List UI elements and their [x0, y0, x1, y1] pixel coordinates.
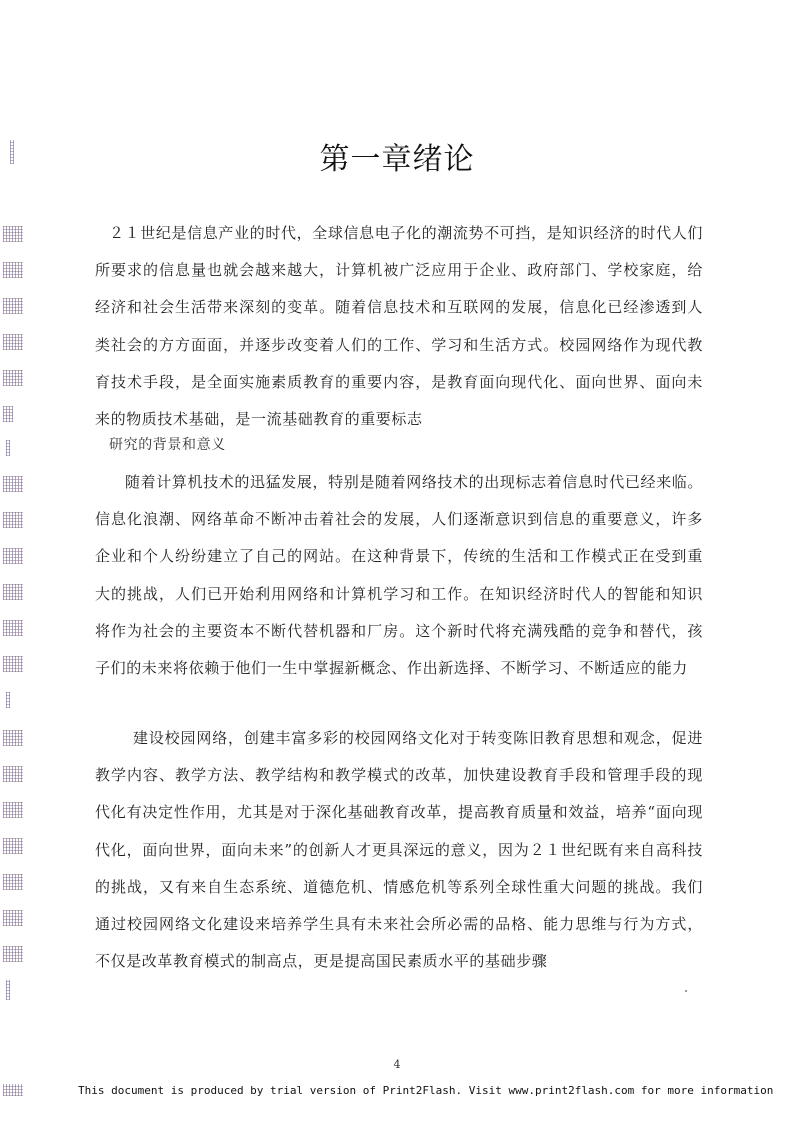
- section-heading: 研究的背景和意义: [109, 437, 226, 453]
- trial-watermark-footer: This document is produced by trial version of Print2Flash. Visit www.print2flash.com for more information: [78, 1084, 774, 1097]
- margin-artifact: [3, 656, 23, 672]
- margin-artifact: [3, 838, 23, 854]
- margin-artifact: [3, 548, 23, 564]
- chapter-title: 第一章绪论: [319, 142, 475, 177]
- paragraph-background: 随着计算机技术的迅猛发展，特别是随着网络技术的出现标志着信息时代已经来临。信息化浪潮、网络革命不断冲击着社会的发展，人们逐渐意识到信息的重要意义，许多企业和个人纷纷建立了自己的网站。在这种背景下，传统的生活和工作模式正在受到重大的挑战，人们已开始利用网络和计算机学习和工作。在知识经济时代人的智能和知识将作为社会的主要资本不断代替机器和厂房。这个新时代将充满残酷的竞争和替代，孩子们的未来将依赖于他们一生中掌握新概念、作出新选择、不断学习、不断适应的能力: [95, 473, 703, 678]
- margin-artifact: [3, 370, 23, 386]
- margin-artifact: [3, 334, 23, 350]
- margin-artifact: [3, 802, 23, 818]
- margin-artifact: [3, 1084, 23, 1096]
- paragraph-campus-network: 建设校园网络，创建丰富多彩的校园网络文化对于转变陈旧教育思想和观念，促进教学内容、教学方法、教学结构和教学模式的改革，加快建设教育手段和管理手段的现代化有决定性作用，尤其是对于深化基础教育改革，提高教育质量和效益，培养“面向现代化，面向世界，面向未来”的创新人才更具深远的意义，因为２１世纪既有来自高科技的挑战，又有来自生态系统、道德危机、情感危机等系列全球性重大问题的挑战。我们通过校园网络文化建设来培养学生具有未来社会所必需的品格、能力思维与行为方式，不仅是改革教育模式的制高点，更是提高国民素质水平的基础步骤: [95, 729, 703, 971]
- margin-artifact: [3, 874, 23, 890]
- margin-artifact: [3, 512, 23, 528]
- margin-artifact: [3, 298, 23, 314]
- margin-artifact: [10, 140, 14, 164]
- paragraph-intro: ２１世纪是信息产业的时代，全球信息电子化的潮流势不可挡，是知识经济的时代人们所要求的信息量也就会越来越大，计算机被广泛应用于企业、政府部门、学校家庭，给经济和社会生活带来深刻的变革。随着信息技术和互联网的发展，信息化已经渗透到人类社会的方方面面，并逐步改变着人们的工作、学习和生活方式。校园网络作为现代教育技术手段，是全面实施素质教育的重要内容，是教育面向现代化、面向世界、面向未来的物质技术基础，是一流基础教育的重要标志: [95, 224, 703, 429]
- margin-artifact: [3, 620, 23, 636]
- margin-artifact: [3, 946, 23, 962]
- scan-dot: [685, 990, 687, 992]
- margin-artifact: [3, 262, 23, 278]
- margin-artifact: [3, 730, 23, 746]
- margin-artifact: [3, 406, 13, 422]
- margin-artifact: [3, 584, 23, 600]
- margin-artifact: [6, 692, 10, 708]
- margin-artifact: [6, 440, 10, 456]
- margin-artifact: [3, 766, 23, 782]
- margin-artifact: [3, 226, 23, 242]
- page-number: 4: [393, 1058, 401, 1071]
- margin-artifact: [3, 910, 23, 926]
- margin-artifact: [6, 980, 10, 1000]
- margin-artifact: [3, 476, 23, 492]
